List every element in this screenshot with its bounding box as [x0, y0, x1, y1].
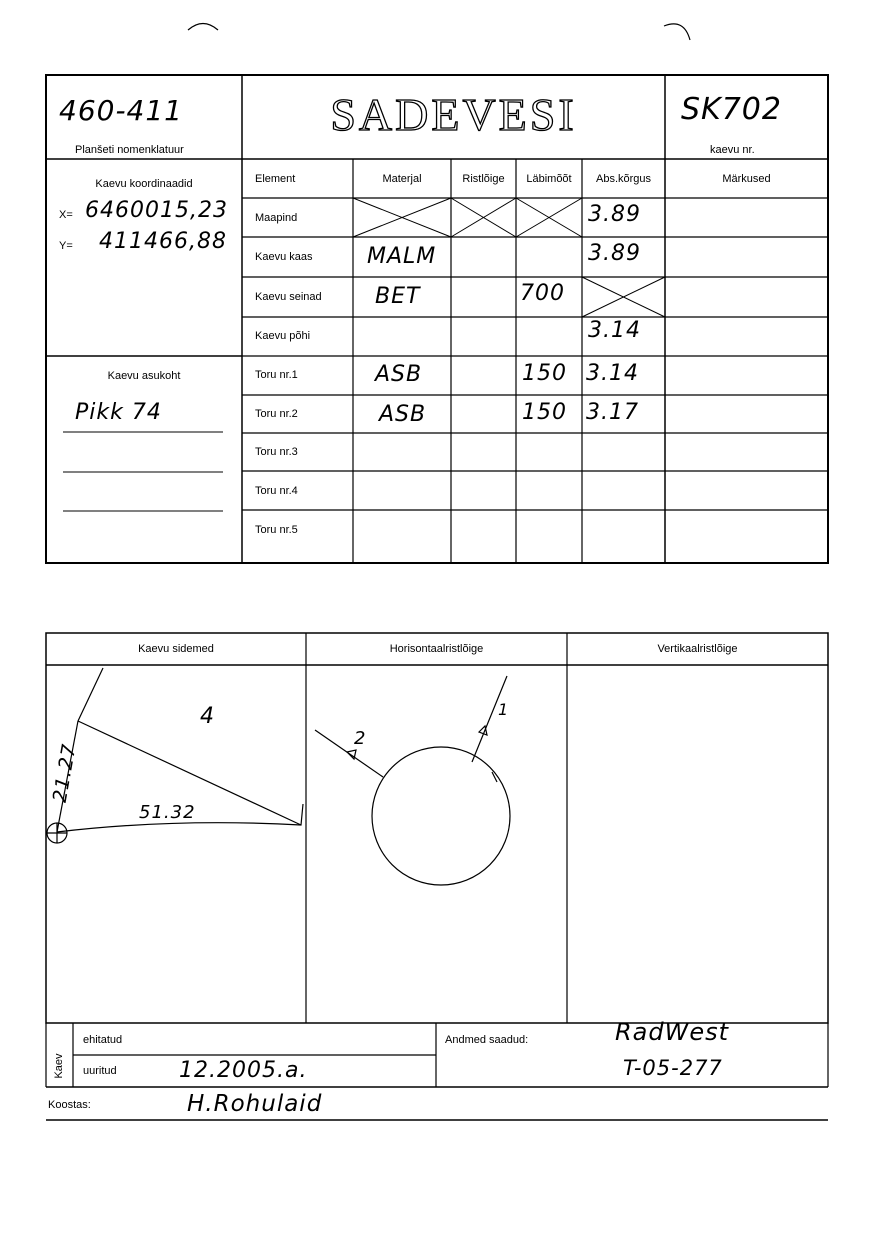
height-value: 3.14 — [586, 361, 639, 386]
header-element: Element — [255, 173, 296, 185]
pipe-1-line — [472, 676, 510, 762]
building-edge — [78, 668, 103, 721]
horizontal-section-sketch — [315, 676, 510, 885]
horizontal-section-label: Horisontaalristlõige — [389, 643, 484, 655]
well-number-label: kaevu nr. — [710, 144, 755, 156]
row-element-label: Toru nr.4 — [255, 485, 298, 497]
well-side-label: Kaev — [53, 1053, 65, 1079]
tie-dimension-2: 51.32 — [139, 802, 196, 823]
punch-marks — [0, 0, 874, 70]
row-element-label: Maapind — [255, 212, 298, 224]
height-value: 3.17 — [586, 400, 639, 425]
x-coordinate-value: 6460015,23 — [85, 198, 228, 223]
data-received-reference: T-05-277 — [623, 1056, 723, 1080]
row-element-label: Toru nr.1 — [255, 369, 298, 381]
compiled-by-label: Koostas: — [48, 1099, 91, 1111]
document-title: SADEVESI — [330, 89, 577, 140]
diameter-value: 700 — [520, 281, 565, 306]
location-value: Pikk 74 — [75, 400, 162, 425]
header-notes: Märkused — [722, 173, 771, 185]
pipe-1-label: 1 — [498, 700, 510, 719]
vertical-section-label: Vertikaalristlõige — [657, 643, 738, 655]
sheet-number-label: Planšeti nomenklatuur — [75, 144, 184, 156]
row-element-label: Toru nr.5 — [255, 524, 298, 536]
material-value: ASB — [375, 362, 423, 387]
tie-dimension-1: 21.27 — [48, 741, 81, 805]
surveyed-label: uuritud — [83, 1065, 117, 1077]
sketch-grid — [45, 632, 829, 1122]
location-label: Kaevu asukoht — [107, 370, 181, 382]
diameter-value: 150 — [522, 400, 567, 425]
y-prefix: Y= — [59, 240, 73, 252]
row-element-label: Kaevu põhi — [255, 330, 311, 342]
material-value: MALM — [367, 244, 437, 269]
diameter-value: 150 — [522, 361, 567, 386]
header-section: Ristlõige — [462, 173, 505, 185]
data-received-company: RadWest — [615, 1018, 730, 1046]
x-prefix: X= — [59, 209, 73, 221]
well-circle — [372, 747, 510, 885]
row-element-label: Toru nr.2 — [255, 408, 298, 420]
compiled-by-value: H.Rohulaid — [187, 1091, 323, 1117]
sheet-number-value: 460-411 — [59, 94, 183, 127]
data-received-label: Andmed saadud: — [445, 1034, 529, 1046]
ties-label: Kaevu sidemed — [138, 643, 214, 655]
sketch-form — [45, 632, 829, 1122]
pipe-2-label: 2 — [354, 728, 367, 749]
material-value: BET — [375, 284, 421, 309]
punch-mark-right — [664, 24, 690, 40]
height-value: 3.14 — [588, 318, 641, 343]
height-value: 3.89 — [588, 202, 641, 227]
material-value: ASB — [379, 402, 427, 427]
well-info-form — [45, 74, 829, 564]
flow-arrow-icon — [479, 726, 487, 735]
surveyed-value: 12.2005.a. — [179, 1058, 308, 1083]
header-diameter: Läbimõõt — [526, 173, 572, 185]
built-label: ehitatud — [83, 1034, 123, 1046]
y-coordinate-value: 411466,88 — [99, 229, 227, 254]
row-element-label: Kaevu kaas — [255, 251, 313, 263]
header-height: Abs.kõrgus — [595, 173, 652, 185]
well-number-value: SK702 — [681, 92, 782, 127]
header-material: Materjal — [382, 173, 422, 185]
row-element-label: Toru nr.3 — [255, 446, 298, 458]
height-value: 3.89 — [588, 241, 641, 266]
building-number: 4 — [200, 704, 215, 729]
row-element-label: Kaevu seinad — [255, 291, 322, 303]
punch-mark-left — [188, 24, 218, 31]
coordinates-label: Kaevu koordinaadid — [95, 178, 193, 190]
